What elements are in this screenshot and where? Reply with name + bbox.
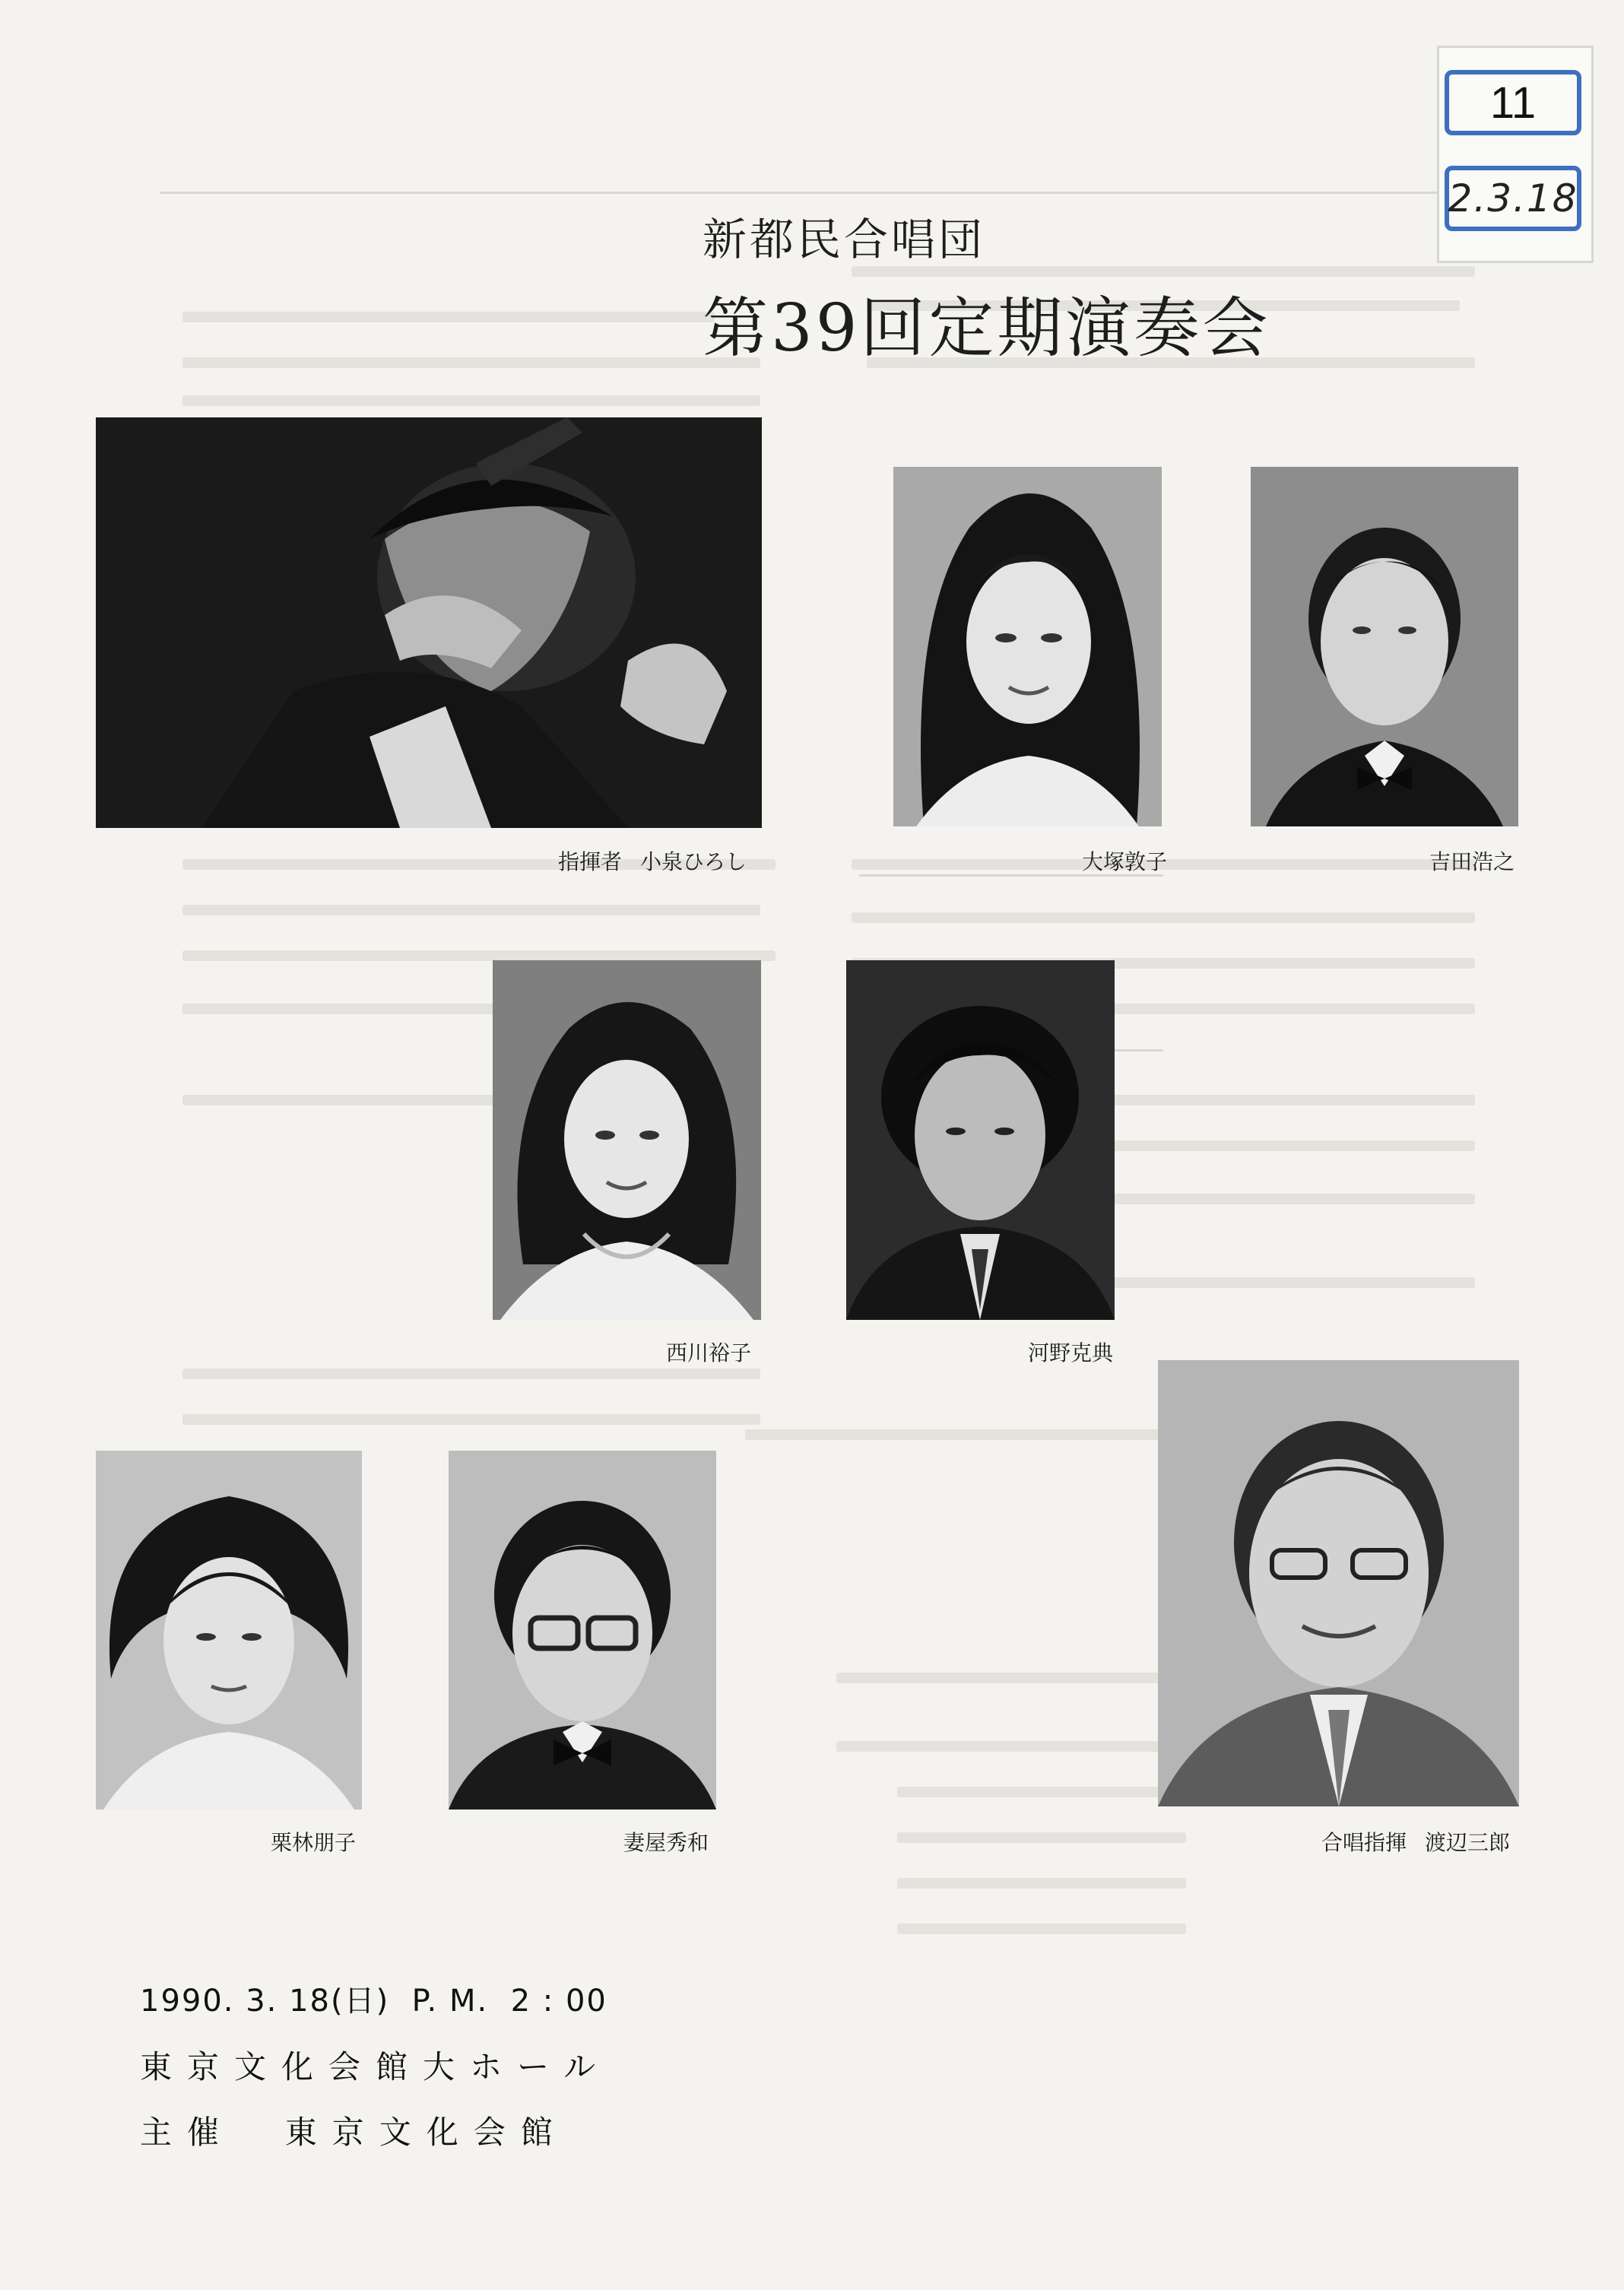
portrait-photo-nishikawa — [493, 960, 761, 1320]
portrait-photo-kono — [846, 960, 1115, 1320]
event-datetime: 1990. 3. 18(日) P. M. 2 : 00 — [140, 1984, 607, 2019]
conductor-caption — [558, 845, 747, 876]
performer-name: 吉田浩之 — [1429, 849, 1515, 874]
performer-name: 河野克典 — [1028, 1340, 1114, 1365]
organization-name: 新都民合唱団 — [703, 214, 986, 265]
performer-name: 大塚敦子 — [1082, 849, 1168, 874]
otsuka-caption — [1082, 845, 1167, 876]
archive-date-stamp: 2.3.18 — [1445, 166, 1581, 231]
performer-name: 妻屋秀和 — [623, 1830, 709, 1855]
event-host: 主催 東京文化会館 — [140, 2114, 568, 2151]
portrait-photo-watanabe — [1158, 1360, 1519, 1806]
performer-name: 西川裕子 — [666, 1340, 752, 1365]
yoshida-caption — [1429, 845, 1515, 876]
nishikawa-caption — [666, 1337, 751, 1367]
watanabe-caption — [1321, 1826, 1510, 1857]
kuribayashi-caption — [271, 1826, 356, 1857]
kono-caption — [1028, 1337, 1113, 1367]
event-venue: 東京文化会館大ホール — [140, 2048, 611, 2085]
portrait-photo-yoshida — [1251, 467, 1518, 826]
portrait-photo-otsuka — [893, 467, 1162, 826]
tsumaya-caption — [623, 1826, 709, 1857]
performer-name: 渡辺三郎 — [1425, 1830, 1511, 1855]
performer-role: 合唱指揮 — [1321, 1830, 1407, 1855]
concert-title: 第39回定期演奏会 — [703, 290, 1271, 366]
portrait-photo-kuribayashi — [96, 1451, 362, 1809]
performer-name: 栗林朋子 — [271, 1830, 357, 1855]
archive-number-stamp: 11 — [1445, 70, 1581, 135]
performer-role: 指揮者 — [558, 849, 623, 874]
conductor-photo — [96, 417, 762, 828]
portrait-photo-tsumaya — [449, 1451, 716, 1809]
performer-name: 小泉ひろし — [640, 849, 747, 874]
